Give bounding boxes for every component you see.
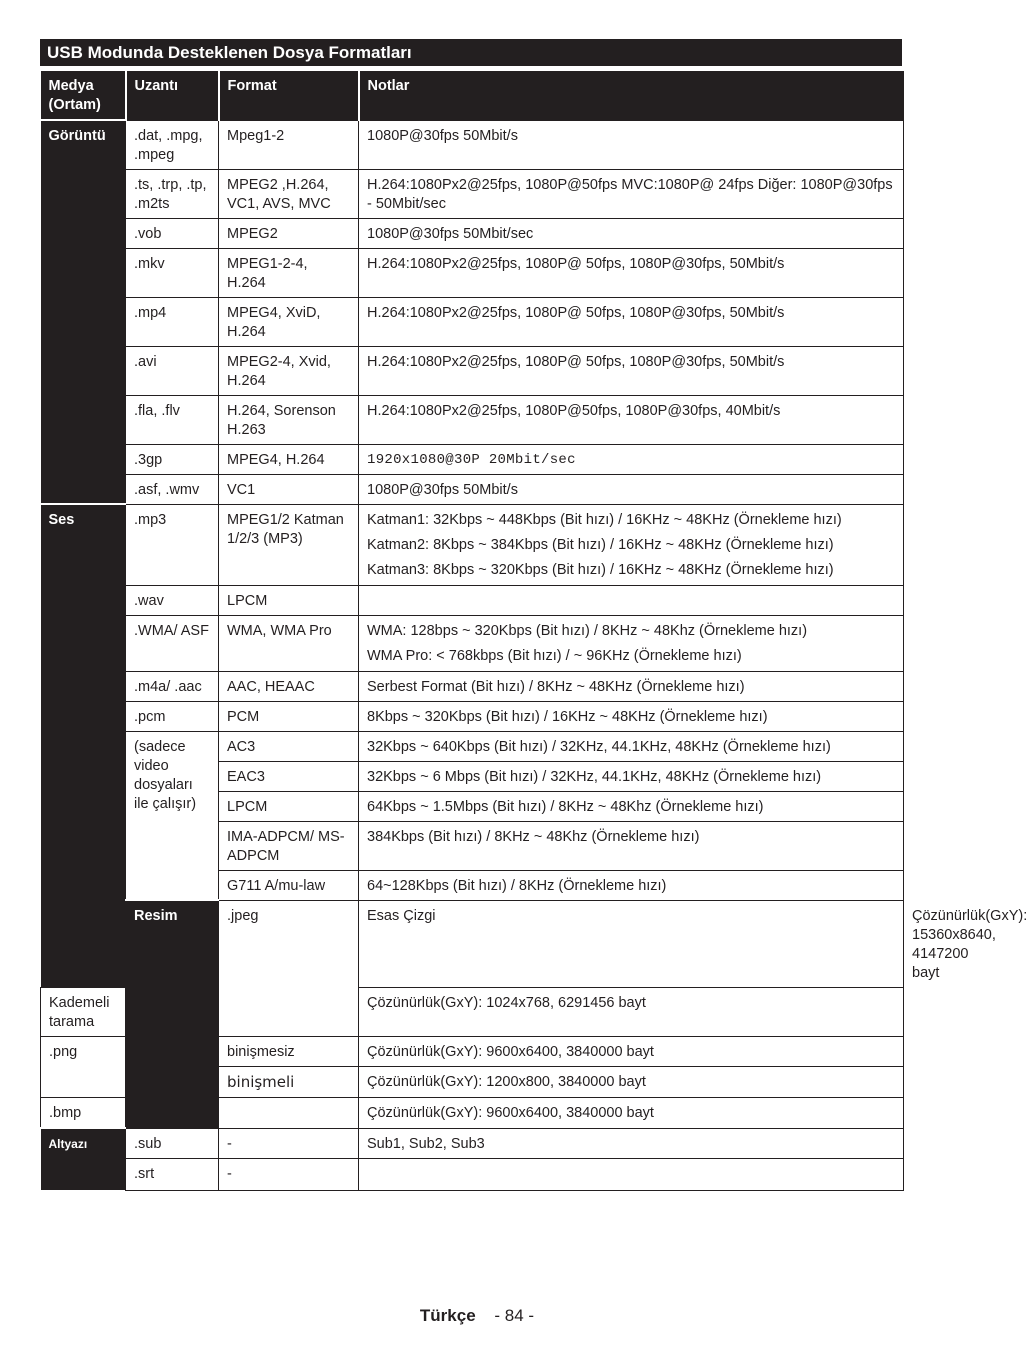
notes-cell: H.264:1080Px2@25fps, 1080P@ 50fps, 1080P@30fps, 50Mbit/s bbox=[359, 297, 904, 346]
notes-cell: Çözünürlük(GxY): 9600x6400, 3840000 bayt bbox=[359, 1097, 904, 1128]
media-subtitle-label: Altyazı bbox=[41, 1128, 126, 1190]
notes-cell: 32Kbps ~ 6 Mbps (Bit hızı) / 32KHz, 44.1KHz, 48KHz (Örnekleme hızı) bbox=[359, 761, 904, 791]
format-cell: - bbox=[219, 1158, 359, 1190]
table-row bbox=[41, 395, 904, 444]
format-cell: WMA, WMA Pro bbox=[219, 615, 359, 671]
notes-cell: Çözünürlük(GxY): 9600x6400, 3840000 bayt bbox=[359, 1036, 904, 1066]
header-media: Medya (Ortam) bbox=[41, 71, 126, 120]
notes-cell bbox=[359, 504, 904, 585]
table-row bbox=[41, 346, 904, 395]
media-audio-label: Ses bbox=[41, 504, 126, 987]
extension-cell: .jpeg bbox=[219, 900, 359, 1036]
section-title: USB Modunda Desteklenen Dosya Formatları bbox=[40, 39, 902, 66]
format-cell: PCM bbox=[219, 701, 359, 731]
format-cell: MPEG1/2 Katman 1/2/3 (MP3) bbox=[219, 504, 359, 585]
footer-language: Türkçe bbox=[419, 1306, 476, 1325]
page-number: - 84 - bbox=[494, 1306, 535, 1325]
notes-cell: 32Kbps ~ 640Kbps (Bit hızı) / 32KHz, 44.1KHz, 48KHz (Örnekleme hızı) bbox=[359, 731, 904, 761]
format-cell: AC3 bbox=[219, 731, 359, 761]
extension-cell: .WMA/ ASF bbox=[126, 615, 219, 671]
notes-cell: Çözünürlük(GxY): 1200x800, 3840000 bayt bbox=[359, 1066, 904, 1097]
extension-cell: .pcm bbox=[126, 701, 219, 731]
extension-cell-video-only: (sadece video dosyaları ile çalışır) bbox=[126, 731, 219, 900]
table-row bbox=[41, 120, 904, 169]
table-row bbox=[41, 474, 904, 504]
note-line: WMA Pro: < 768kbps (Bit hızı) / ~ 96KHz (Örnekleme hızı) bbox=[367, 647, 742, 664]
notes-cell: 384Kbps (Bit hızı) / 8KHz ~ 48Khz (Örnekleme hızı) bbox=[359, 821, 904, 870]
note-line: Katman3: 8Kbps ~ 320Kbps (Bit hızı) / 16KHz ~ 48KHz (Örnekleme hızı) bbox=[367, 561, 834, 578]
extension-cell: .mp3 bbox=[126, 504, 219, 585]
format-cell: Kademeli tarama bbox=[41, 987, 126, 1036]
extension-cell: .mp4 bbox=[126, 297, 219, 346]
notes-cell bbox=[359, 1158, 904, 1190]
extension-cell: .ts, .trp, .tp, .m2ts bbox=[126, 169, 219, 218]
table-row bbox=[41, 671, 904, 701]
format-cell: MPEG1-2-4, H.264 bbox=[219, 248, 359, 297]
notes-cell: Çözünürlük(GxY): 1024x768, 6291456 bayt bbox=[359, 987, 904, 1036]
notes-cell: 1080P@30fps 50Mbit/s bbox=[359, 474, 904, 504]
format-cell: Esas Çizgi bbox=[359, 900, 904, 987]
table-row bbox=[41, 169, 904, 218]
header-format: Format bbox=[219, 71, 359, 120]
notes-cell: H.264:1080Px2@25fps, 1080P@50fps, 1080P@30fps, 40Mbit/s bbox=[359, 395, 904, 444]
format-cell: MPEG4, XviD, H.264 bbox=[219, 297, 359, 346]
format-cell: H.264, Sorenson H.263 bbox=[219, 395, 359, 444]
notes-cell: Sub1, Sub2, Sub3 bbox=[359, 1128, 904, 1158]
format-cell: VC1 bbox=[219, 474, 359, 504]
table-row bbox=[41, 248, 904, 297]
format-cell: MPEG4, H.264 bbox=[219, 444, 359, 474]
extension-cell: .png bbox=[41, 1036, 126, 1097]
table-header-row bbox=[41, 71, 904, 120]
extension-cell: .m4a/ .aac bbox=[126, 671, 219, 701]
extension-cell: .dat, .mpg, .mpeg bbox=[126, 120, 219, 169]
notes-cell: H.264:1080Px2@25fps, 1080P@ 50fps, 1080P@30fps, 50Mbit/s bbox=[359, 346, 904, 395]
format-cell: EAC3 bbox=[219, 761, 359, 791]
table-row bbox=[41, 444, 904, 474]
notes-cell: H.264:1080Px2@25fps, 1080P@ 50fps, 1080P@30fps, 50Mbit/s bbox=[359, 248, 904, 297]
page-footer bbox=[0, 1306, 954, 1326]
table-row bbox=[41, 731, 904, 761]
note-line: Katman1: 32Kbps ~ 448Kbps (Bit hızı) / 16KHz ~ 48KHz (Örnekleme hızı) bbox=[367, 511, 842, 528]
table-row bbox=[41, 297, 904, 346]
notes-cell bbox=[359, 585, 904, 615]
extension-cell: .3gp bbox=[126, 444, 219, 474]
format-cell bbox=[219, 1097, 359, 1128]
notes-cell: 1080P@30fps 50Mbit/s bbox=[359, 120, 904, 169]
notes-cell bbox=[359, 615, 904, 671]
extension-cell: .fla, .flv bbox=[126, 395, 219, 444]
format-cell: MPEG2-4, Xvid, H.264 bbox=[219, 346, 359, 395]
format-cell: AAC, HEAAC bbox=[219, 671, 359, 701]
format-cell: MPEG2 bbox=[219, 218, 359, 248]
extension-cell: .asf, .wmv bbox=[126, 474, 219, 504]
extension-cell: .avi bbox=[126, 346, 219, 395]
extension-cell: .wav bbox=[126, 585, 219, 615]
format-cell: G711 A/mu-law bbox=[219, 870, 359, 900]
notes-cell: H.264:1080Px2@25fps, 1080P@50fps MVC:1080P@ 24fps Diğer: 1080P@30fps - 50Mbit/sec bbox=[359, 169, 904, 218]
notes-cell: 1920x1080@30P 20Mbit/sec bbox=[359, 444, 904, 474]
table-row bbox=[41, 1128, 904, 1158]
table-row: Resim .jpeg Esas Çizgi Çözünürlük(GxY): 15360x8640, 4147200 bayt bbox=[41, 900, 904, 987]
table-row bbox=[41, 504, 904, 585]
format-cell: IMA-ADPCM/ MS-ADPCM bbox=[219, 821, 359, 870]
extension-cell: .srt bbox=[126, 1158, 219, 1190]
format-cell: LPCM bbox=[219, 585, 359, 615]
notes-cell: 64~128Kbps (Bit hızı) / 8KHz (Örnekleme hızı) bbox=[359, 870, 904, 900]
header-extension: Uzantı bbox=[126, 71, 219, 120]
table-row bbox=[41, 218, 904, 248]
header-notes: Notlar bbox=[359, 71, 904, 120]
format-cell: LPCM bbox=[219, 791, 359, 821]
table-row bbox=[41, 1158, 904, 1190]
notes-cell: 8Kbps ~ 320Kbps (Bit hızı) / 16KHz ~ 48KHz (Örnekleme hızı) bbox=[359, 701, 904, 731]
notes-cell: Serbest Format (Bit hızı) / 8KHz ~ 48KHz (Örnekleme hızı) bbox=[359, 671, 904, 701]
format-cell: binişmesiz bbox=[219, 1036, 359, 1066]
table-row bbox=[41, 615, 904, 671]
extension-cell: .vob bbox=[126, 218, 219, 248]
notes-cell: 1080P@30fps 50Mbit/sec bbox=[359, 218, 904, 248]
table-row bbox=[41, 585, 904, 615]
format-cell: - bbox=[219, 1128, 359, 1158]
table-row bbox=[41, 701, 904, 731]
note-line: WMA: 128bps ~ 320Kbps (Bit hızı) / 8KHz ~ 48Khz (Örnekleme hızı) bbox=[367, 622, 808, 639]
format-cell: MPEG2 ,H.264, VC1, AVS, MVC bbox=[219, 169, 359, 218]
extension-cell: .bmp bbox=[41, 1097, 126, 1128]
note-line: Katman2: 8Kbps ~ 384Kbps (Bit hızı) / 16KHz ~ 48KHz (Örnekleme hızı) bbox=[367, 536, 834, 553]
notes-cell: 64Kbps ~ 1.5Mbps (Bit hızı) / 8KHz ~ 48Khz (Örnekleme hızı) bbox=[359, 791, 904, 821]
format-cell: Mpeg1-2 bbox=[219, 120, 359, 169]
media-video-label: Görüntü bbox=[41, 120, 126, 504]
extension-cell: .sub bbox=[126, 1128, 219, 1158]
formats-table bbox=[40, 71, 1027, 1191]
media-image-label: Resim bbox=[126, 900, 219, 1128]
extension-cell: .mkv bbox=[126, 248, 219, 297]
format-cell: binişmeli bbox=[219, 1066, 359, 1097]
